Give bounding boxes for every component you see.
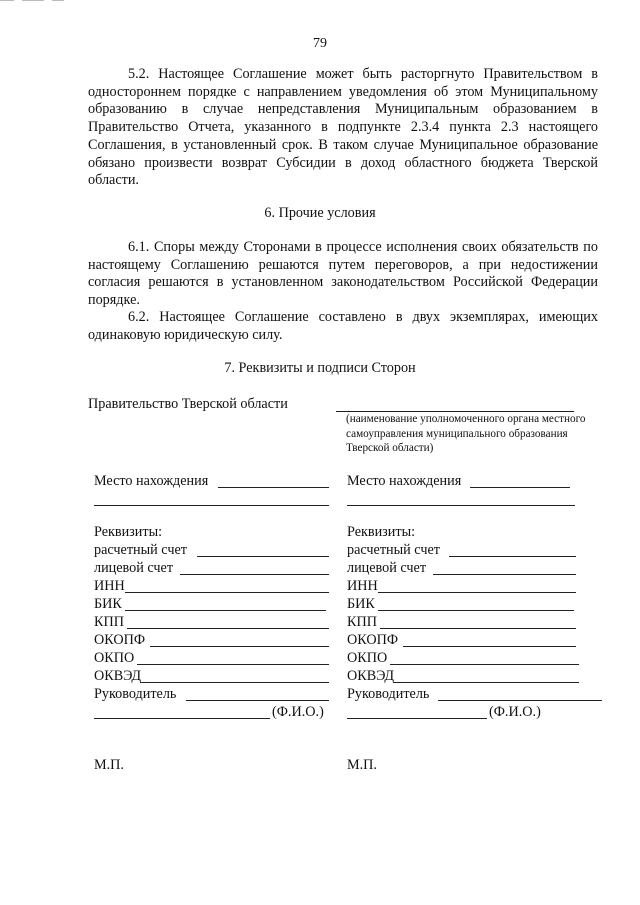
right-field-okopf-line	[403, 646, 576, 647]
left-details-label: Реквизиты:	[94, 524, 163, 540]
section-7-heading: 7. Реквизиты и подписи Сторон	[224, 360, 416, 376]
left-field-okopf-line	[150, 646, 329, 647]
field-label: ОКПО	[94, 650, 135, 666]
left-signature-line	[94, 718, 270, 719]
left-field-account-line	[197, 556, 329, 557]
field-label: ИНН	[94, 578, 125, 594]
field-label: ИНН	[347, 578, 378, 594]
left-field-kpp	[94, 614, 124, 631]
left-field-bik-line	[125, 610, 326, 611]
left-field-kpp-line	[127, 628, 329, 629]
left-location-label: Место нахождения	[94, 473, 209, 489]
left-field-okved	[94, 668, 141, 685]
right-field-head-line	[438, 700, 602, 701]
right-field-kpp-line	[380, 628, 576, 629]
right-field-okpo	[347, 650, 387, 667]
field-label: КПП	[347, 614, 377, 630]
section-6-heading: 6. Прочие условия	[264, 205, 376, 221]
field-label: ОКПО	[347, 650, 388, 666]
left-location-line-2	[94, 505, 329, 506]
left-field-okopf	[94, 632, 145, 649]
page-number: 79	[313, 36, 327, 51]
field-label: ОКОПФ	[94, 632, 146, 648]
left-field-inn-line	[125, 592, 329, 593]
right-field-okpo-line	[390, 664, 579, 665]
right-field-head	[347, 686, 429, 703]
field-label: БИК	[347, 596, 375, 612]
right-field-account-line	[449, 556, 576, 557]
right-field-kpp	[347, 614, 377, 631]
right-field-account	[347, 542, 440, 559]
left-field-personal-account-line	[180, 574, 329, 575]
right-field-okved-line	[393, 682, 579, 683]
paragraph-6-1: 6.1. Споры между Сторонами в процессе исполнения своих обязательств по настоящему Соглашению решаются путем переговоров, а при недостижении согласия решаются в установленном законодательством Российской Федерации порядке.	[88, 239, 598, 309]
field-label: лицевой счет	[347, 560, 427, 576]
field-label: БИК	[94, 596, 122, 612]
right-fio-label: (Ф.И.О.)	[489, 704, 541, 720]
left-field-personal-account	[94, 560, 173, 577]
field-label: ОКОПФ	[347, 632, 399, 648]
left-fio-label: (Ф.И.О.)	[272, 704, 324, 720]
right-location-line-2	[347, 505, 575, 506]
left-field-account	[94, 542, 187, 559]
left-stamp-label: М.П.	[94, 757, 124, 773]
right-field-personal-account	[347, 560, 426, 577]
field-label: ОКВЭД	[347, 668, 395, 684]
left-location-line	[218, 487, 329, 488]
left-field-bik	[94, 596, 122, 613]
paragraph-5-2: 5.2. Настоящее Соглашение может быть расторгнуто Правительством в одностороннем порядке с направлением уведомления об этом Муниципальному образованию в случае непредставления Муниципальным образованием в Правительство Отчета, указанного в подпункте 2.3.4 пункта 2.3 настоящего Соглашения, в установленный срок. В таком случае Муниципальное образование обязано произвести возврат Субсидии в доход областного бюджета Тверской области.	[88, 66, 598, 189]
right-field-okved	[347, 668, 394, 685]
right-field-bik-line	[378, 610, 574, 611]
field-label: ОКВЭД	[94, 668, 142, 684]
left-field-okpo	[94, 650, 134, 667]
right-signature-line	[347, 718, 487, 719]
right-details-label: Реквизиты:	[347, 524, 416, 540]
right-field-bik	[347, 596, 375, 613]
scan-edge-mark	[0, 0, 14, 1]
scan-edge-mark	[22, 0, 44, 1]
right-stamp-label: М.П.	[347, 757, 377, 773]
right-location-line	[470, 487, 570, 488]
left-party-name: Правительство Тверской области	[88, 396, 288, 412]
field-label: Руководитель	[94, 686, 177, 702]
left-field-okved-line	[140, 682, 329, 683]
field-label: расчетный счет	[347, 542, 440, 558]
right-location-label: Место нахождения	[347, 473, 462, 489]
right-field-inn-line	[378, 592, 576, 593]
left-field-okpo-line	[137, 664, 329, 665]
scan-edge-mark	[52, 0, 64, 1]
right-field-okopf	[347, 632, 398, 649]
right-field-inn	[347, 578, 378, 595]
field-label: КПП	[94, 614, 124, 630]
right-field-personal-account-line	[433, 574, 576, 575]
left-field-head	[94, 686, 176, 703]
field-label: расчетный счет	[94, 542, 187, 558]
paragraph-6-2: 6.2. Настоящее Соглашение составлено в двух экземплярах, имеющих одинаковую юридическую силу.	[88, 309, 598, 343]
left-field-inn	[94, 578, 125, 595]
right-party-caption: (наименование уполномоченного органа местного самоуправления муниципального образования Тверской области)	[346, 413, 586, 455]
left-field-head-line	[186, 700, 329, 701]
field-label: Руководитель	[347, 686, 430, 702]
field-label: лицевой счет	[94, 560, 174, 576]
